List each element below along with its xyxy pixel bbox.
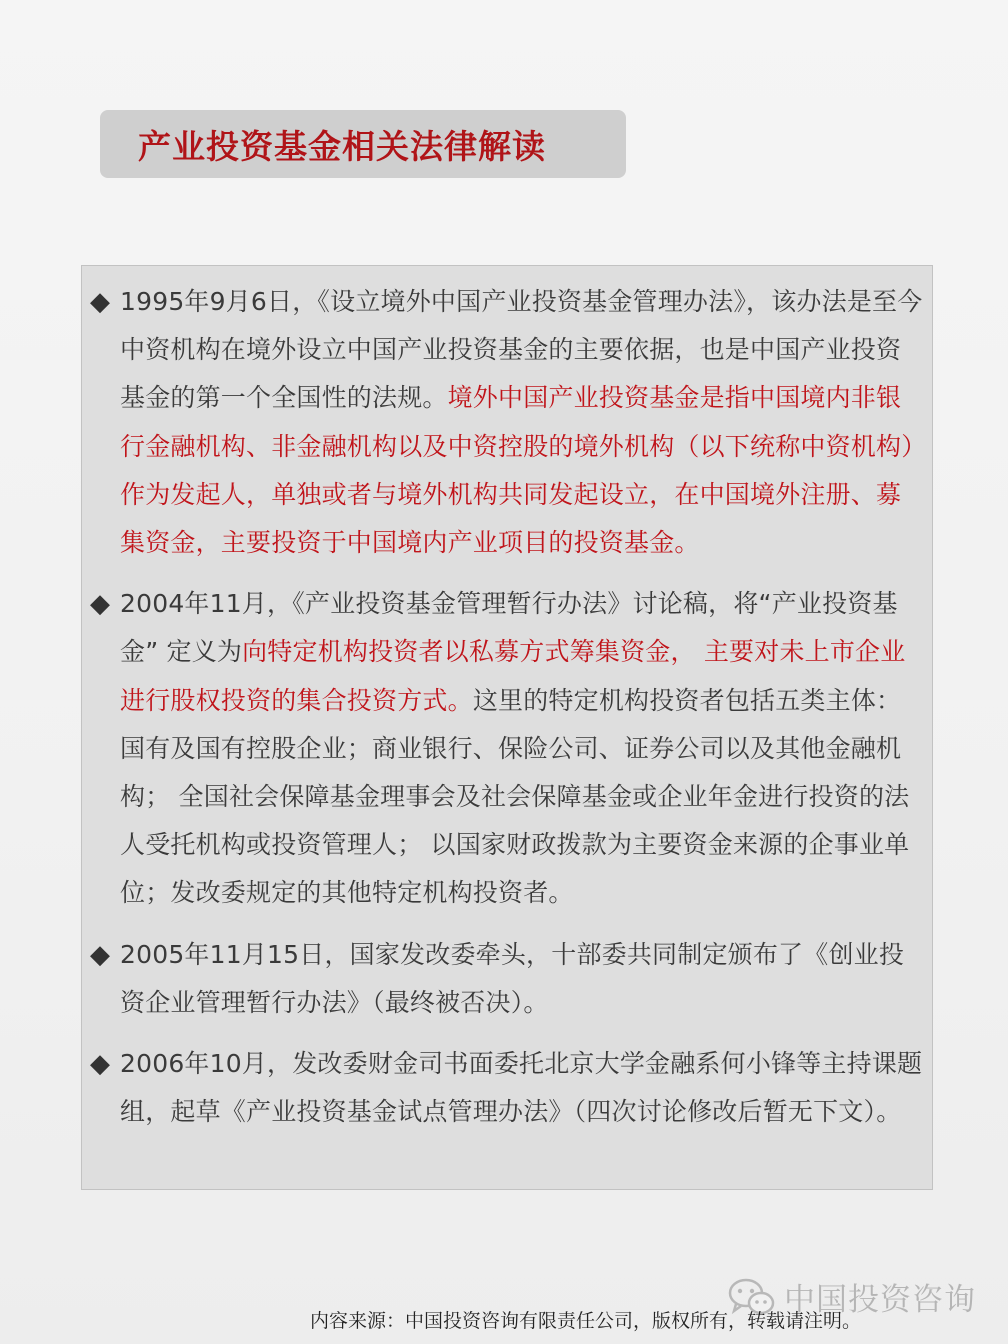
title-banner [100, 110, 626, 178]
list-item [90, 580, 924, 917]
source-footer: 内容来源：中国投资咨询有限责任公司，版权所有，转载请注明。 [310, 1310, 862, 1332]
item-text [120, 278, 924, 567]
text-segment: 2004年11月，《产业投资基金管理暂行办法》讨论稿，将“产业投资基金” 定义为 [120, 589, 898, 667]
content-panel [81, 265, 933, 1190]
item-text [120, 1040, 924, 1136]
diamond-bullet-icon: ◆ [90, 1049, 110, 1080]
list-item [90, 931, 924, 1027]
item-text [120, 931, 924, 1027]
text-segment: 1995年9月6日，《设立境外中国产业投资基金管理办法》，该办法是至今中资机构在境外设立中国产业投资基金的主要依据，也是中国产业投资基金的第一个全国性的法规。 [120, 287, 923, 413]
item-text [120, 580, 924, 917]
diamond-bullet-icon: ◆ [90, 939, 110, 970]
text-segment: 2006年10月，发改委财金司书面委托北京大学金融系何小锋等主持课题组，起草《产业投资基金试点管理办法》（四次讨论修改后暂无下文）。 [120, 1049, 923, 1127]
diamond-bullet-icon: ◆ [90, 589, 110, 620]
text-segment: 这里的特定机构投资者包括五类主体：国有及国有控股企业；商业银行、保险公司、证券公司以及其他金融机构； 全国社会保障基金理事会及社会保障基金或企业年金进行投资的法人受托机构或投资管理人； 以国家财政拨款为主要资金来源的企事业单位；发改委规定的其他特定机构投资者。 [120, 685, 910, 908]
watermark-text: 中国投资咨询 [784, 1282, 976, 1318]
emphasis-segment: 境外中国产业投资基金是指中国境内非银行金融机构、非金融机构以及中资控股的境外机构（以下统称中资机构）作为发起人，单独或者与境外机构共同发起设立，在中国境外注册、募集资金，主要投资于中国境内产业项目的投资基金。 [120, 383, 914, 558]
emphasis-segment: 向特定机构投资者以私募方式筹集资金， 主要对未上市企业进行股权投资的集合投资方式。 [120, 637, 906, 715]
page-title: 产业投资基金相关法律解读 [138, 126, 546, 166]
diamond-bullet-icon: ◆ [90, 287, 110, 317]
text-segment: 2005年11月15日，国家发改委牵头，十部委共同制定颁布了《创业投资企业管理暂行办法》（最终被否决）。 [120, 939, 905, 1017]
list-item [90, 1040, 924, 1136]
list-item [90, 278, 924, 567]
